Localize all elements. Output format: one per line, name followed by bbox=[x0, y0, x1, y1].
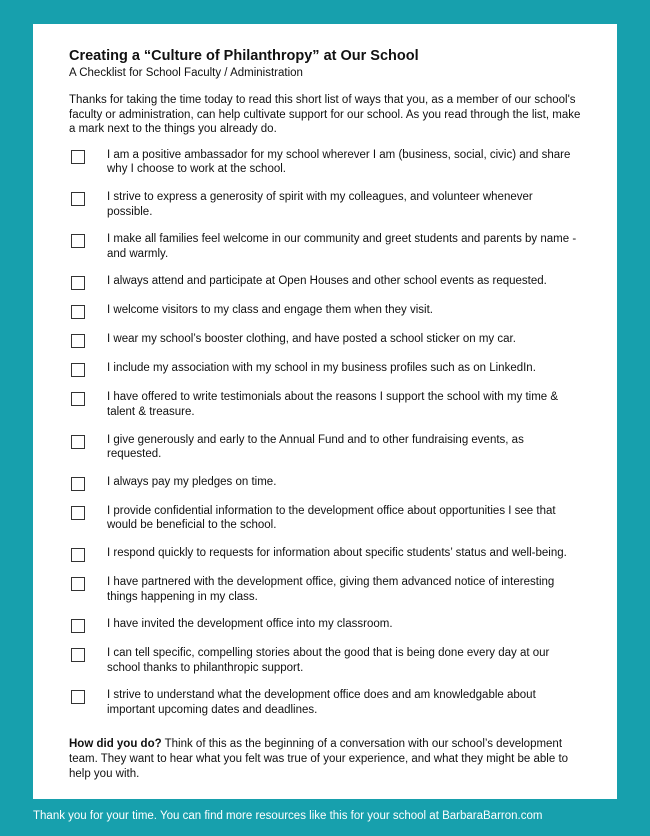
checklist-item-text: I strive to understand what the development office does and am knowledgable about important upcoming dates and deadlines. bbox=[107, 689, 536, 716]
checklist-page bbox=[33, 24, 617, 799]
checklist-item-text: I respond quickly to requests for information about specific students’ status and well-being. bbox=[107, 546, 567, 559]
checklist-item-text: I make all families feel welcome in our community and greet students and parents by name - and warmly. bbox=[107, 233, 577, 260]
checklist-item-text: I can tell specific, compelling stories about the good that is being done every day at our school thanks to philanthropic support. bbox=[107, 647, 550, 674]
checklist-item-text: I always attend and participate at Open Houses and other school events as requested. bbox=[107, 275, 547, 288]
page-subtitle: A Checklist for School Faculty / Administration bbox=[69, 67, 303, 79]
checklist-item-text: I have invited the development office into my classroom. bbox=[107, 618, 393, 631]
checklist-item-text: I give generously and early to the Annual Fund and to other fundraising events, as requested. bbox=[107, 433, 524, 461]
checkbox[interactable] bbox=[71, 577, 85, 591]
checklist-item bbox=[69, 475, 581, 491]
checklist-item bbox=[69, 232, 581, 261]
checkbox[interactable] bbox=[71, 477, 85, 491]
checklist-item bbox=[69, 303, 581, 319]
checklist-item bbox=[69, 190, 581, 219]
footer-text: Thank you for your time. You can find more resources like this for your school at BarbaraBarron.com bbox=[33, 810, 543, 822]
checkbox[interactable] bbox=[71, 276, 85, 290]
checklist-item bbox=[69, 688, 581, 717]
checklist-item bbox=[69, 361, 581, 377]
checkbox[interactable] bbox=[71, 506, 85, 520]
checklist-item bbox=[69, 148, 581, 177]
checkbox[interactable] bbox=[71, 548, 85, 562]
checklist-item-text: I wear my school’s booster clothing, and have posted a school sticker on my car. bbox=[107, 333, 516, 346]
closing-lead: How did you do? bbox=[69, 738, 162, 751]
checkbox[interactable] bbox=[71, 648, 85, 662]
checklist-item-text: I strive to express a generosity of spirit with my colleagues, and volunteer whenever possible. bbox=[107, 190, 533, 218]
checklist-item-text: I include my association with my school in my business profiles such as on LinkedIn. bbox=[107, 362, 536, 375]
checklist-item bbox=[69, 504, 581, 533]
checklist-item bbox=[69, 433, 581, 462]
checklist-item bbox=[69, 390, 581, 419]
checklist-item bbox=[69, 274, 581, 290]
checkbox[interactable] bbox=[71, 192, 85, 206]
checklist-item-text: I provide confidential information to the development office about opportunities I see that would be beneficial to the school. bbox=[107, 504, 556, 532]
checkbox[interactable] bbox=[71, 392, 85, 406]
checklist-item-text: I welcome visitors to my class and engage them when they visit. bbox=[107, 304, 433, 317]
checkbox[interactable] bbox=[71, 334, 85, 348]
checklist-item bbox=[69, 646, 581, 675]
checkbox[interactable] bbox=[71, 150, 85, 164]
checklist-item bbox=[69, 617, 581, 633]
checklist-item-text: I always pay my pledges on time. bbox=[107, 475, 277, 488]
checklist-item bbox=[69, 575, 581, 604]
checklist-item-text: I have offered to write testimonials about the reasons I support the school with my time & talent & treasure. bbox=[107, 391, 559, 418]
checklist-item-text: I have partnered with the development office, giving them advanced notice of interesting things happening in my class. bbox=[107, 575, 555, 603]
checkbox[interactable] bbox=[71, 690, 85, 704]
intro-paragraph: Thanks for taking the time today to read this short list of ways that you, as a member of our school's faculty or administration, can help cultivate support for our school. As you read through the list, make a mark next to the things you already do. bbox=[69, 94, 581, 136]
page-title: Creating a “Culture of Philanthropy” at Our School bbox=[69, 48, 419, 64]
checkbox[interactable] bbox=[71, 435, 85, 449]
checklist-item bbox=[69, 546, 581, 562]
checkbox[interactable] bbox=[71, 305, 85, 319]
checklist bbox=[69, 148, 581, 718]
checklist-item-text: I am a positive ambassador for my school wherever I am (business, social, civic) and share why I choose to work at the school. bbox=[107, 148, 571, 176]
checklist-item bbox=[69, 332, 581, 348]
checkbox[interactable] bbox=[71, 363, 85, 377]
checkbox[interactable] bbox=[71, 619, 85, 633]
closing-text: Think of this as the beginning of a conversation with our school’s development team. They want to hear what you felt was true of your experience, and what they might be able to help you with. bbox=[69, 738, 569, 780]
closing-paragraph bbox=[69, 737, 581, 781]
checkbox[interactable] bbox=[71, 234, 85, 248]
